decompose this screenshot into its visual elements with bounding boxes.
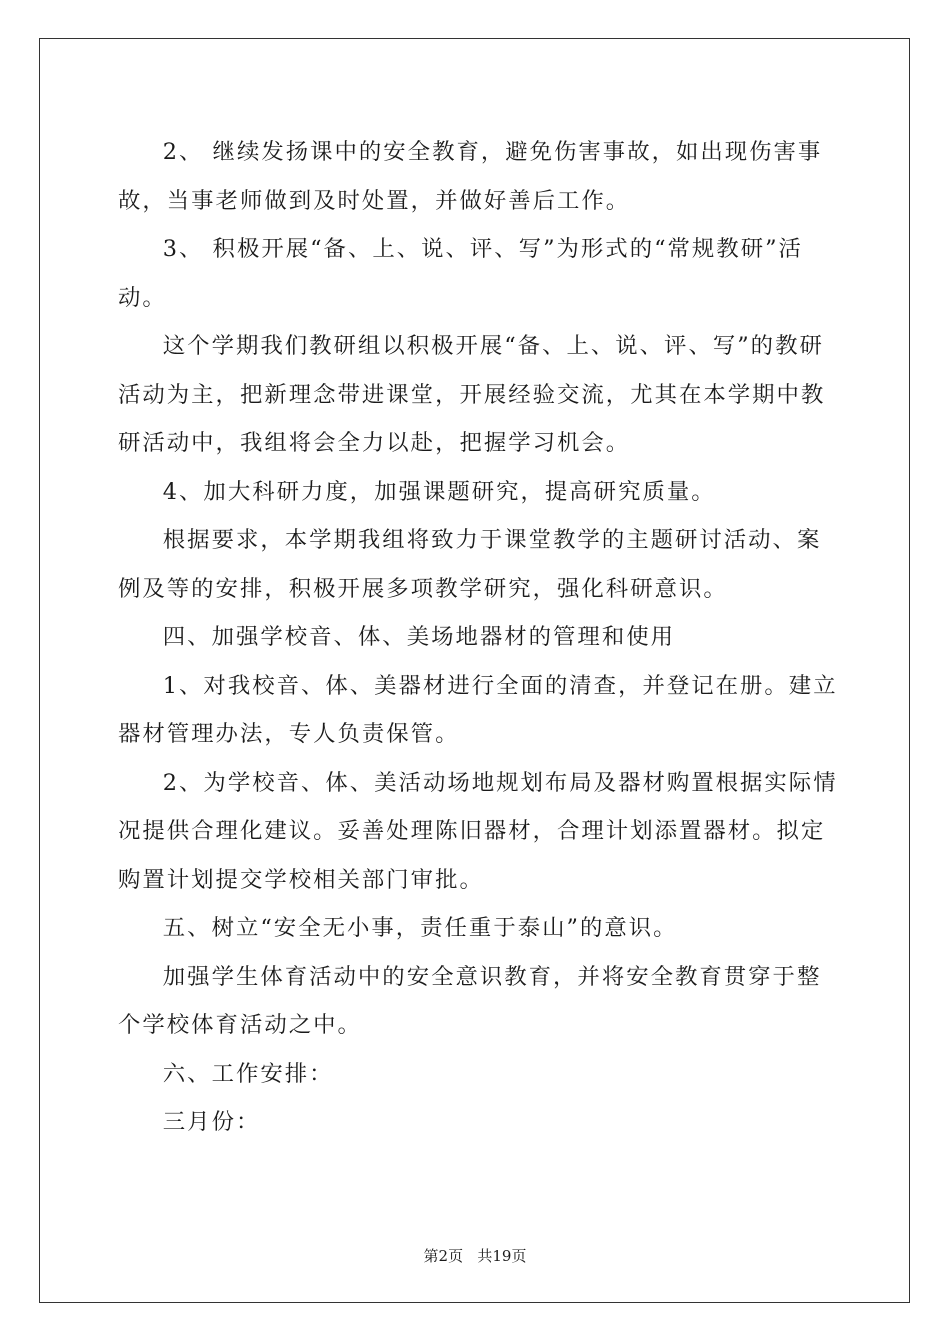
section-heading: 五、树立“安全无小事，责任重于泰山”的意识。: [162, 915, 678, 941]
page-footer: [0, 1245, 950, 1266]
paragraph: 4、加大科研力度，加强课题研究，提高研究质量。: [162, 478, 716, 505]
paragraph: 2、为学校音、体、美活动场地规划布局及器材购置根据实际情况提供合理化建议。妥善处理陈旧器材，合理计划添置器材。拟定购置计划提交学校相关部门审批。: [118, 769, 838, 893]
paragraph: 1、对我校音、体、美器材进行全面的清查，并登记在册。建立器材管理办法，专人负责保管。: [118, 672, 838, 747]
paragraph: 2、 继续发扬课中的安全教育，避免伤害事故，如出现伤害事故，当事老师做到及时处置，并做好善后工作。: [118, 139, 823, 214]
section-heading: 四、加强学校音、体、美场地器材的管理和使用: [162, 624, 675, 650]
paragraph: 加强学生体育活动中的安全意识教育，并将安全教育贯穿于整个学校体育活动之中。: [118, 963, 822, 1038]
paragraph: 根据要求，本学期我组将致力于课堂教学的主题研讨活动、案例及等的安排，积极开展多项教学研究，强化科研意识。: [118, 527, 822, 602]
page-number: 第2页 共19页: [423, 1247, 527, 1265]
paragraph: 三月份：: [162, 1109, 261, 1135]
paragraph: 这个学期我们教研组以积极开展“备、上、说、评、写”的教研活动为主，把新理念带进课堂，开展经验交流，尤其在本学期中教研活动中，我组将会全力以赴，把握学习机会。: [118, 333, 826, 456]
document-body: [118, 128, 838, 1147]
paragraph: 3、 积极开展“备、上、说、评、写”为形式的“常规教研”活动。: [118, 236, 803, 311]
section-heading: 六、工作安排：: [162, 1060, 334, 1087]
